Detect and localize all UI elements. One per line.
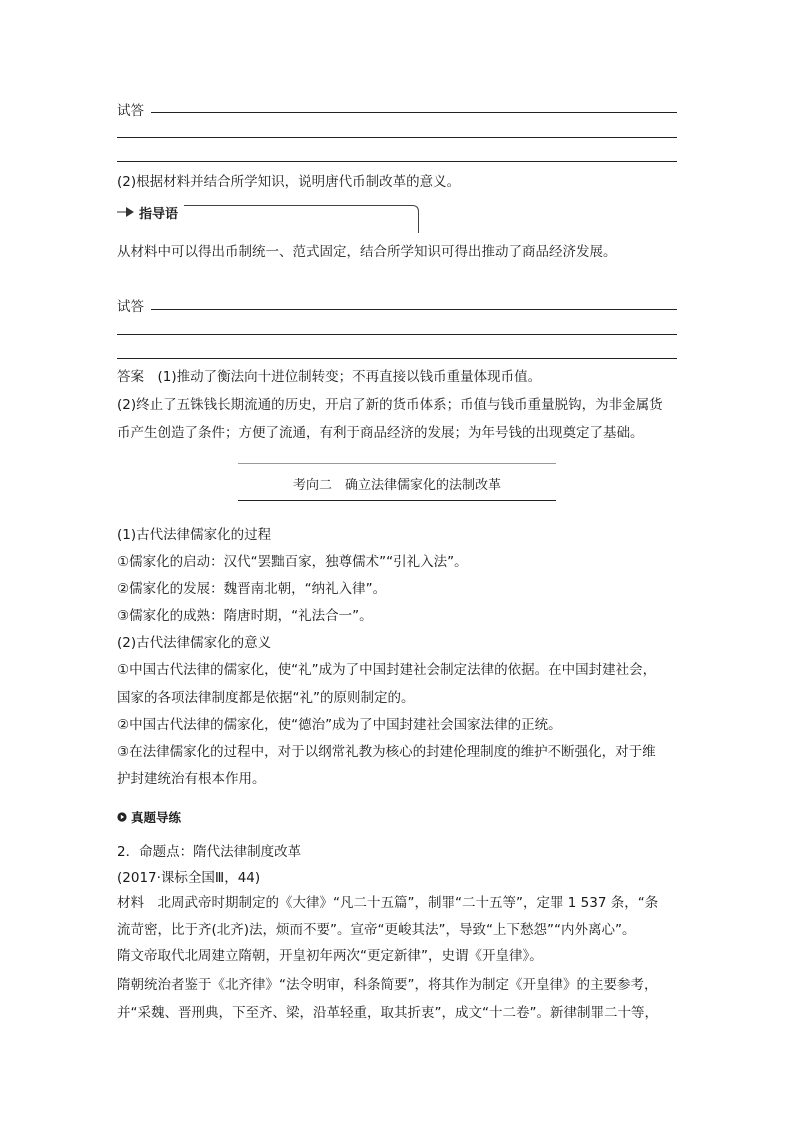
answer-label-1: 试答 [117, 103, 144, 119]
answer-line-1: 答案 (1)推动了衡法向十进位制转变；不再直接以钱币重量体现币值。 [117, 369, 542, 385]
content-line: 国家的各项法律制度都是依据“礼”的原则制定的。 [117, 690, 415, 706]
answer-line[interactable] [151, 112, 677, 113]
answer-line-2: (2)终止了五铢钱长期流通的历史，开启了新的货币体系；币值与钱币重量脱钩，为非金属货 [117, 397, 663, 413]
arrow-right-icon [117, 206, 135, 218]
answer-line[interactable] [117, 137, 677, 138]
content-line: (1)古代法律儒家化的过程 [117, 527, 272, 543]
zhenti-title: 真题导练 [131, 810, 182, 825]
section-heading [238, 463, 556, 501]
answer-label-2: 试答 [117, 299, 144, 315]
play-circle-icon [117, 812, 127, 822]
material-line: 流苛密，比于齐(北齐)法，烦而不要”。宣帝“更峻其法”，导致“上下愁怨”“内外离心”。 [117, 922, 636, 938]
content-line: ③在法律儒家化的过程中，对于以纲常礼教为核心的封建伦理制度的维护不断强化，对于维 [117, 744, 656, 760]
content-line: ③儒家化的成熟：隋唐时期，“礼法合一”。 [117, 608, 373, 624]
zhenti-heading [117, 808, 181, 826]
content-line: (2)古代法律儒家化的意义 [117, 635, 272, 651]
guide-header [117, 202, 184, 222]
answer-line[interactable] [151, 309, 677, 310]
material-line: 并“采魏、晋刑典，下至齐、梁，沿革轻重，取其折衷”，成文“十二卷”。新律制罪二十等， [117, 1005, 658, 1021]
question-heading: 2．命题点：隋代法律制度改革 [117, 844, 302, 860]
guide-title: 指导语 [139, 206, 179, 222]
content-line: ②儒家化的发展：魏晋南北朝，“纳礼入律”。 [117, 581, 387, 597]
section-top-rule [238, 463, 556, 464]
content-line: ①儒家化的启动：汉代“罢黜百家，独尊儒术”“引礼入法”。 [117, 554, 468, 570]
content-line: ②中国古代法律的儒家化，使“德治”成为了中国封建社会国家法律的正统。 [117, 717, 562, 733]
answer-line[interactable] [117, 334, 677, 335]
question-2: (2)根据材料并结合所学知识，说明唐代币制改革的意义。 [117, 174, 461, 190]
section-title: 考向二 确立法律儒家化的法制改革 [292, 478, 501, 493]
material-line: 材料 北周武帝时期制定的《大律》“凡二十五篇”，制罪“二十五等”，定罪 1 537 条，“条 [117, 895, 659, 911]
question-source: (2017·课标全国Ⅲ，44) [117, 870, 261, 886]
section-bottom-rule [238, 500, 556, 501]
content-line: ①中国古代法律的儒家化，使“礼”成为了中国封建社会制定法律的依据。在中国封建社会， [117, 662, 657, 678]
guide-text: 从材料中可以得出币制统一、范式固定，结合所学知识可得出推动了商品经济发展。 [117, 244, 617, 260]
material-line: 隋朝统治者鉴于《北齐律》“法令明审，科条简要”，将其作为制定《开皇律》的主要参考， [117, 977, 658, 993]
content-line: 护封建统治有根本作用。 [117, 771, 266, 787]
answer-line[interactable] [117, 358, 677, 359]
answer-line[interactable] [117, 161, 677, 162]
material-line: 隋文帝取代北周建立隋朝，开皇初年两次“更定新律”，史谓《开皇律》。 [117, 948, 543, 964]
answer-line-3: 币产生创造了条件；方便了流通，有利于商品经济的发展；为年号钱的出现奠定了基础。 [117, 425, 644, 441]
